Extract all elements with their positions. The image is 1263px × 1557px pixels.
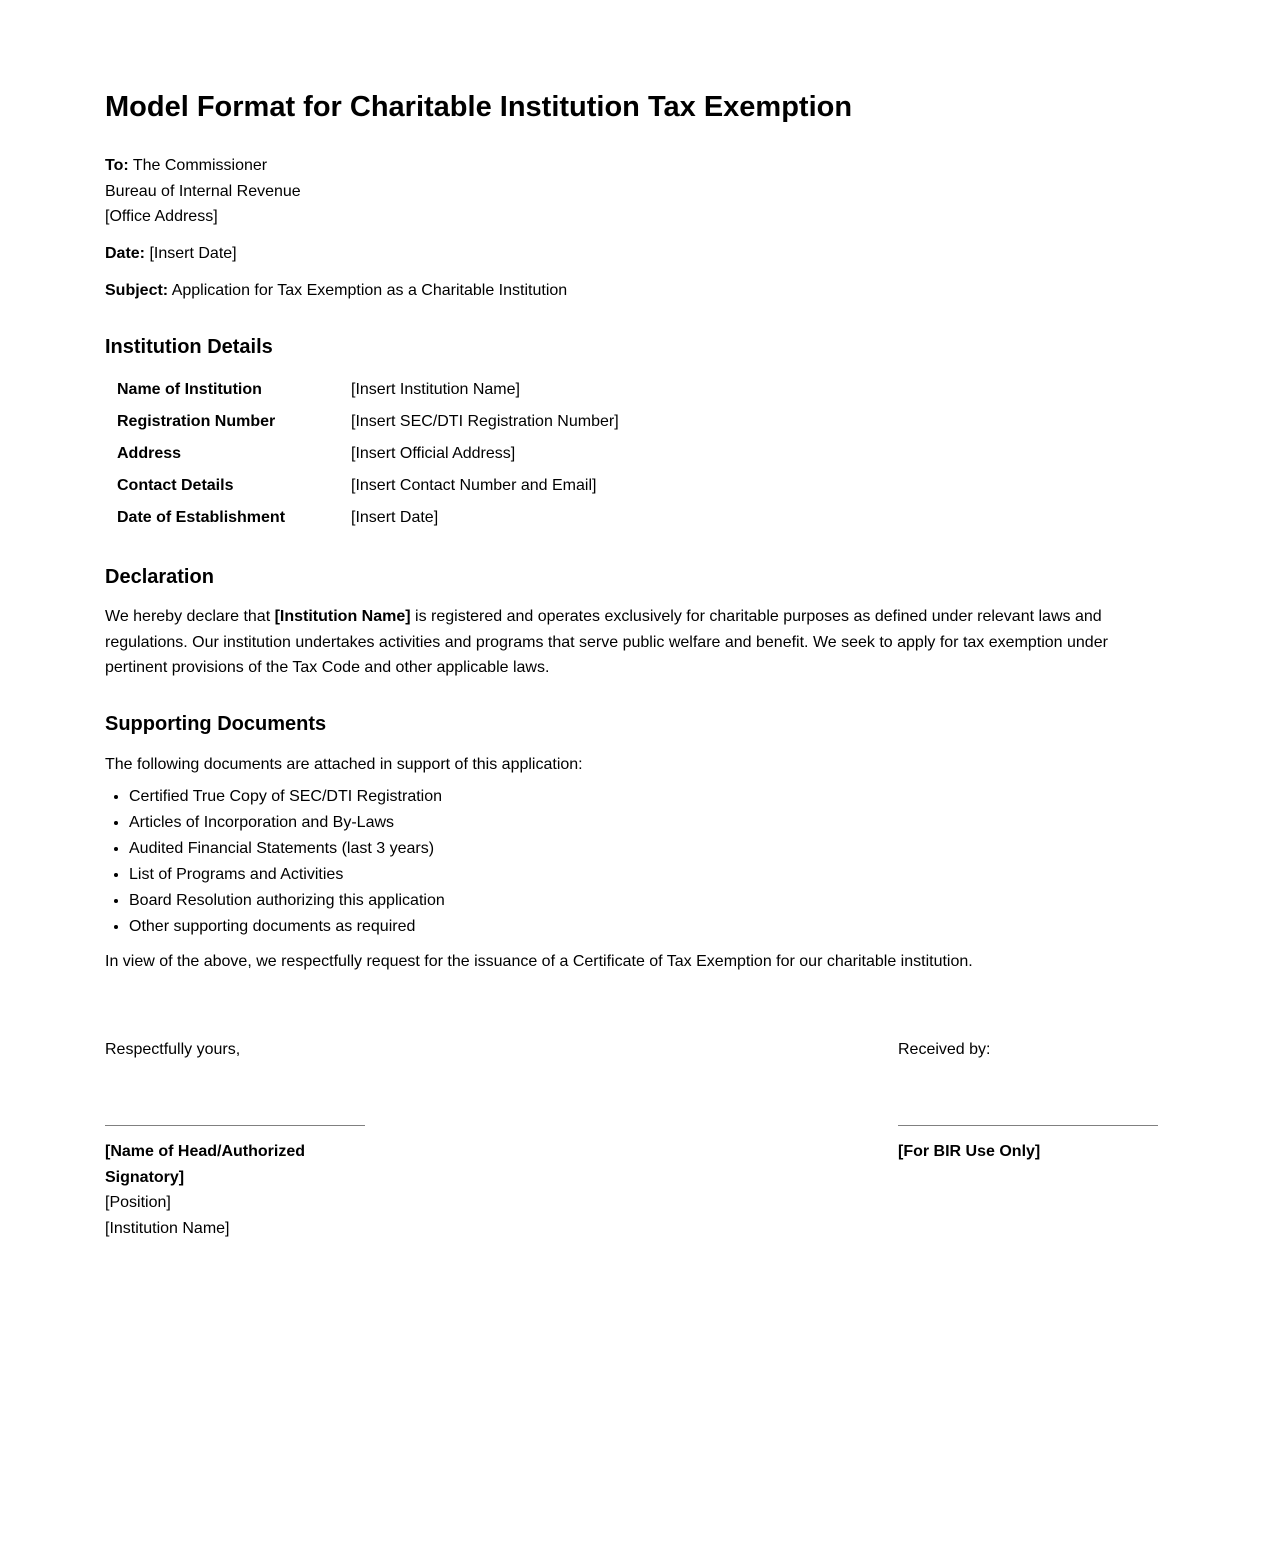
detail-value: [Insert Contact Number and Email] [351, 477, 597, 494]
institution-details-table [117, 374, 619, 534]
subject-line [105, 280, 567, 302]
signature-caption-left: Respectfully yours, [105, 1041, 241, 1058]
institution-details-heading: Institution Details [105, 336, 273, 358]
signatory-position: [Position] [105, 1194, 171, 1211]
supporting-documents-list [105, 784, 445, 940]
declaration-institution-placeholder: [Institution Name] [274, 608, 411, 625]
signature-line-right [898, 1125, 1158, 1126]
supporting-documents-heading: Supporting Documents [105, 713, 327, 735]
list-item: • Audited Financial Statements (last 3 years) [129, 836, 445, 862]
signature-caption-right: Received by: [898, 1041, 991, 1058]
receiver-details [898, 1139, 1158, 1165]
detail-value: [Insert Date] [351, 509, 439, 526]
detail-label: Registration Number [117, 413, 276, 430]
declaration-paragraph [105, 604, 1135, 681]
signatory-details [105, 1139, 365, 1241]
signature-line-left [105, 1125, 365, 1126]
addressee-bureau: Bureau of Internal Revenue [105, 182, 301, 200]
list-item: • Certified True Copy of SEC/DTI Registration [129, 784, 445, 810]
table-row [117, 438, 619, 470]
page-title: Model Format for Charitable Institution Tax Exemption [105, 91, 853, 123]
date-line [105, 243, 237, 265]
detail-label: Contact Details [117, 477, 234, 494]
detail-value: [Insert Official Address] [351, 445, 516, 462]
signatory-name: [Name of Head/Authorized Signatory] [105, 1143, 306, 1186]
declaration-heading: Declaration [105, 566, 214, 588]
addressee-block [105, 153, 301, 230]
detail-value: [Insert SEC/DTI Registration Number] [351, 413, 619, 430]
supporting-documents-intro: The following documents are attached in support of this application: [105, 756, 583, 773]
detail-label: Address [117, 445, 182, 462]
addressee-office-address: [Office Address] [105, 208, 218, 225]
table-row [117, 502, 619, 534]
signatory-institution: [Institution Name] [105, 1219, 230, 1237]
closing-paragraph: In view of the above, we respectfully request for the issuance of a Certificate of Tax Exemption for our charitable institution. [105, 953, 973, 970]
table-row [117, 470, 619, 502]
signature-block-right [898, 1037, 1158, 1165]
declaration-text-after: is registered and operates exclusively for charitable purposes as defined under relevant laws and regulations. Our institution undertakes activities and programs that serve public welfare and benefit. We seek to apply for tax exemption under pertinent provisions of the Tax Code and other applicable laws. [105, 608, 1108, 676]
addressee-to-line [105, 153, 301, 179]
receiver-name: [For BIR Use Only] [898, 1143, 1041, 1160]
list-item: • List of Programs and Activities [129, 862, 445, 888]
to-label: To: [105, 157, 129, 174]
subject-label: Subject: [105, 282, 169, 299]
list-item: • Board Resolution authorizing this application [129, 888, 445, 914]
signature-block-left [105, 1037, 365, 1241]
detail-label: Name of Institution [117, 381, 262, 398]
declaration-text-before: We hereby declare that [105, 608, 275, 625]
subject-value: Application for Tax Exemption as a Charitable Institution [171, 282, 568, 299]
date-label: Date: [105, 245, 146, 262]
detail-value: [Insert Institution Name] [351, 381, 520, 398]
table-row [117, 374, 619, 406]
list-item: • Other supporting documents as required [129, 914, 445, 940]
list-item: • Articles of Incorporation and By-Laws [129, 810, 445, 836]
date-value: [Insert Date] [149, 245, 237, 262]
detail-label: Date of Establishment [117, 509, 286, 526]
table-row [117, 406, 619, 438]
to-value: The Commissioner [132, 157, 268, 174]
